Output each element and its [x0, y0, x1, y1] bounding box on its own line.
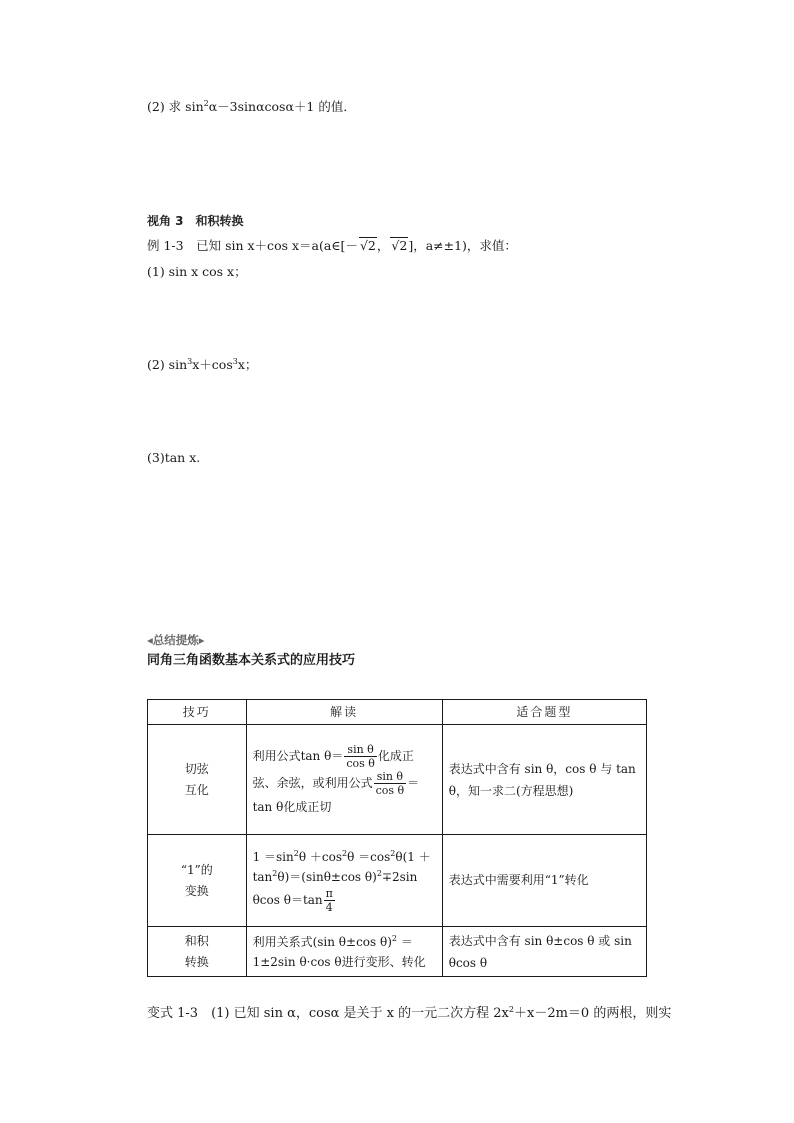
row1-problem-type: 表达式中含有 sin θ，cos θ 与 tan θ，知一求二(方程思想)	[442, 725, 646, 835]
row2-skill: “1”的 变换	[148, 835, 247, 927]
row3-explanation: 利用关系式(sin θ±cos θ)$^2$ ＝ 1±2sin θ·cos θ进行变形、转化	[246, 927, 442, 977]
header-explanation: 解读	[246, 700, 442, 725]
fraction: $\frac{\text{sin θ}}{\text{cos θ}}$	[346, 742, 375, 770]
table-row	[148, 725, 647, 835]
row2-explanation: $1 =\sin^2\theta +\cos^2\theta =\cos^2\theta(1 + \tan^2\theta)=(\sin\theta\pm\cos$ θ)$^2$∓2sin θcos θ＝tan $\frac{\pi}{4}$	[246, 835, 442, 927]
variant-statement: 变式 1-3 (1) 已知 sin α，cosα 是关于 x 的一元二次方程 $2x^2+x-2m=0$ 的两根，则实	[147, 1005, 672, 1021]
table-header-row	[148, 700, 647, 725]
summary-title: 同角三角函数基本关系式的应用技巧	[147, 653, 356, 668]
row2-problem-type: 表达式中需要利用“1”转化	[442, 835, 646, 927]
skills-table	[147, 699, 647, 977]
question-3: (3)tan x.	[147, 450, 201, 465]
row1-skill: 切弦 互化	[148, 725, 247, 835]
question-2: (2) $\sin^3x+\cos^3x$；	[147, 357, 258, 372]
row3-skill: 和积 转换	[148, 927, 247, 977]
section-heading: 视角 3 和积转换	[147, 214, 244, 228]
table-row	[148, 927, 647, 977]
question-1: (1) sin x cos x；	[147, 264, 247, 279]
example-statement: 例 1-3 已知 sin x＋cos x＝a(a∈[－ √2， √2]，a≠±1)，求值：	[147, 238, 517, 253]
header-skill: 技巧	[148, 700, 247, 725]
problem-part-2: (2) 求 $\sin^2\alpha-3\sin\alpha\cos\alpha+1$ 的值．	[147, 99, 356, 114]
header-problem-type: 适合题型	[442, 700, 646, 725]
summary-tag: ◂总结提炼▸	[147, 633, 205, 647]
fraction: $\frac{\text{sin θ}}{\text{cos θ}}$	[375, 769, 405, 797]
table-row	[148, 835, 647, 927]
fraction: $\frac{\pi}{4}$	[325, 887, 333, 914]
sqrt-symbol: √2	[359, 238, 376, 253]
row3-problem-type: 表达式中含有 sin θ±cos θ 或 sin θcos θ	[442, 927, 646, 977]
row1-explanation: 利用公式tan θ＝ $\frac{\text{sin θ}}{\text{cos θ}}$ 化成正弦、余弦，或利用公式 $\frac{\text{sin θ}}{\text{cos θ}}$ ＝tan θ化成正切	[246, 725, 442, 835]
